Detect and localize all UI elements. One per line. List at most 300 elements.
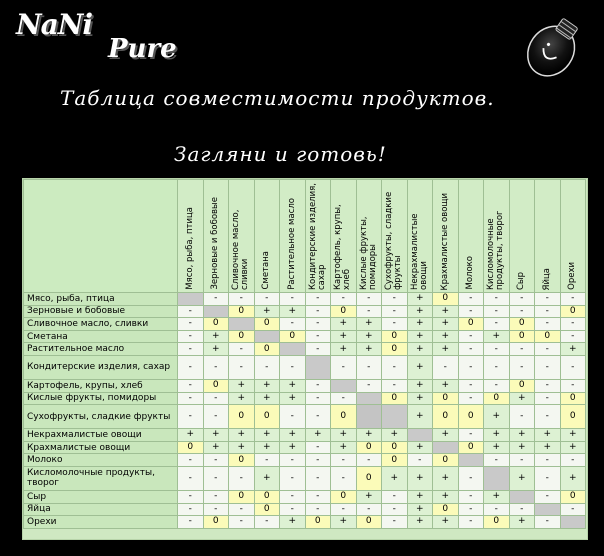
- table-cell: +: [229, 429, 255, 442]
- table-cell: -: [178, 318, 204, 331]
- table-cell: 0: [433, 503, 459, 516]
- table-cell: +: [407, 355, 433, 379]
- table-cell: 0: [560, 405, 586, 429]
- column-header-label: Крахмалистые овощи: [439, 192, 450, 290]
- table-cell: -: [254, 293, 280, 306]
- table-cell: -: [484, 379, 510, 392]
- table-cell: +: [254, 429, 280, 442]
- table-cell: 0: [458, 405, 484, 429]
- column-header: [229, 180, 255, 293]
- table-row: [24, 490, 586, 503]
- table-cell: -: [382, 516, 408, 529]
- table-cell: -: [535, 516, 561, 529]
- table-cell: 0: [560, 392, 586, 405]
- table-row: [24, 466, 586, 490]
- table-cell: [254, 330, 280, 343]
- table-cell: -: [203, 355, 229, 379]
- table-cell: -: [229, 503, 255, 516]
- table-cell: -: [484, 318, 510, 331]
- column-header-label: Кондитерские изделия, сахар: [307, 183, 327, 290]
- table-cell: 0: [178, 441, 204, 454]
- table-cell: 0: [509, 379, 535, 392]
- table-cell: -: [178, 490, 204, 503]
- table-row: [24, 405, 586, 429]
- table-cell: +: [407, 490, 433, 503]
- table-cell: +: [356, 330, 382, 343]
- table-cell: -: [509, 305, 535, 318]
- column-header: [280, 180, 306, 293]
- table-row: [24, 305, 586, 318]
- column-header: [178, 180, 204, 293]
- page-title: Таблица совместимости продуктов.: [60, 86, 495, 110]
- table-cell: +: [509, 441, 535, 454]
- table-cell: 0: [254, 318, 280, 331]
- table-cell: -: [229, 516, 255, 529]
- table-cell: +: [331, 441, 357, 454]
- table-cell: -: [382, 379, 408, 392]
- table-cell: +: [560, 343, 586, 356]
- column-header: [509, 180, 535, 293]
- table-cell: -: [305, 343, 331, 356]
- table-cell: -: [178, 516, 204, 529]
- table-cell: [331, 379, 357, 392]
- table-cell: +: [356, 343, 382, 356]
- table-cell: -: [509, 405, 535, 429]
- table-cell: -: [458, 343, 484, 356]
- table-cell: -: [535, 318, 561, 331]
- table-cell: -: [203, 454, 229, 467]
- row-label: Растительное масло: [24, 343, 178, 356]
- table-cell: +: [407, 405, 433, 429]
- column-header-label: Сыр: [516, 271, 527, 290]
- table-cell: -: [535, 466, 561, 490]
- table-cell: 0: [331, 490, 357, 503]
- row-label: Кисломолочные продукты, творог: [24, 466, 178, 490]
- column-header-label: Растительное масло: [286, 198, 297, 290]
- table-cell: -: [305, 305, 331, 318]
- table-cell: -: [560, 330, 586, 343]
- table-cell: [203, 305, 229, 318]
- table-cell: -: [509, 343, 535, 356]
- table-cell: +: [484, 429, 510, 442]
- table-cell: 0: [458, 318, 484, 331]
- table-cell: -: [535, 355, 561, 379]
- table-cell: -: [305, 293, 331, 306]
- table-cell: [484, 466, 510, 490]
- table-cell: +: [331, 516, 357, 529]
- table-cell: +: [535, 429, 561, 442]
- table-cell: -: [203, 293, 229, 306]
- table-cell: 0: [433, 392, 459, 405]
- table-cell: +: [407, 516, 433, 529]
- table-cell: 0: [254, 503, 280, 516]
- column-header-label: Молоко: [465, 256, 476, 290]
- table-cell: -: [509, 503, 535, 516]
- table-cell: +: [280, 441, 306, 454]
- table-cell: +: [433, 429, 459, 442]
- table-cell: 0: [229, 405, 255, 429]
- table-cell: +: [407, 441, 433, 454]
- table-cell: -: [535, 379, 561, 392]
- table-cell: +: [305, 429, 331, 442]
- table-cell: -: [458, 305, 484, 318]
- table-cell: -: [509, 454, 535, 467]
- table-cell: +: [535, 441, 561, 454]
- table-cell: +: [254, 305, 280, 318]
- table-cell: -: [484, 503, 510, 516]
- column-header: [458, 180, 484, 293]
- table-cell: -: [305, 503, 331, 516]
- table-cell: +: [407, 330, 433, 343]
- table-cell: 0: [254, 343, 280, 356]
- table-cell: -: [305, 441, 331, 454]
- table-cell: -: [331, 454, 357, 467]
- table-cell: 0: [229, 305, 255, 318]
- table-cell: -: [560, 355, 586, 379]
- row-label: Зерновые и бобовые: [24, 305, 178, 318]
- table-cell: -: [382, 490, 408, 503]
- table-cell: 0: [458, 441, 484, 454]
- table-cell: +: [509, 429, 535, 442]
- table-cell: -: [509, 355, 535, 379]
- table-cell: 0: [535, 330, 561, 343]
- table-cell: +: [254, 392, 280, 405]
- table-cell: -: [254, 355, 280, 379]
- table-cell: -: [178, 454, 204, 467]
- table-cell: [178, 293, 204, 306]
- table-cell: -: [203, 503, 229, 516]
- row-label: Мясо, рыба, птица: [24, 293, 178, 306]
- table-cell: -: [203, 490, 229, 503]
- table-cell: +: [509, 466, 535, 490]
- table-cell: +: [484, 490, 510, 503]
- table-cell: [382, 405, 408, 429]
- column-header-label: Сухофрукты, сладкие фрукты: [384, 191, 404, 290]
- table-cell: +: [407, 305, 433, 318]
- table-cell: [356, 405, 382, 429]
- table-cell: 0: [382, 330, 408, 343]
- table-cell: -: [305, 466, 331, 490]
- table-cell: 0: [509, 330, 535, 343]
- table-cell: +: [560, 441, 586, 454]
- table-cell: -: [484, 305, 510, 318]
- table-cell: +: [203, 441, 229, 454]
- table-cell: -: [203, 466, 229, 490]
- table-cell: +: [382, 429, 408, 442]
- table-cell: -: [535, 305, 561, 318]
- table-cell: -: [433, 355, 459, 379]
- table-cell: -: [178, 330, 204, 343]
- row-label: Кондитерские изделия, сахар: [24, 355, 178, 379]
- column-header: [382, 180, 408, 293]
- column-header-label: Картофель, крупы, хлеб: [333, 204, 353, 290]
- table-cell: -: [305, 318, 331, 331]
- table-cell: -: [305, 454, 331, 467]
- table-cell: -: [458, 503, 484, 516]
- table-cell: -: [178, 503, 204, 516]
- table-cell: -: [382, 293, 408, 306]
- table-cell: -: [356, 293, 382, 306]
- table-cell: +: [203, 429, 229, 442]
- table-cell: +: [331, 429, 357, 442]
- table-cell: -: [280, 503, 306, 516]
- column-header: [356, 180, 382, 293]
- table-cell: -: [356, 305, 382, 318]
- table-cell: +: [407, 392, 433, 405]
- table-cell: 0: [229, 454, 255, 467]
- table-cell: [356, 392, 382, 405]
- column-header: [535, 180, 561, 293]
- table-cell: -: [178, 343, 204, 356]
- table-cell: [280, 343, 306, 356]
- table-cell: 0: [331, 405, 357, 429]
- table-cell: -: [280, 405, 306, 429]
- table-cell: -: [280, 490, 306, 503]
- table-cell: -: [356, 355, 382, 379]
- column-header: [433, 180, 459, 293]
- table-row: [24, 318, 586, 331]
- table-cell: -: [535, 343, 561, 356]
- column-header-label: Орехи: [567, 262, 578, 290]
- table-cell: +: [407, 379, 433, 392]
- table-cell: -: [458, 330, 484, 343]
- row-label: Сливочное масло, сливки: [24, 318, 178, 331]
- row-label: Яйца: [24, 503, 178, 516]
- table-cell: +: [254, 441, 280, 454]
- table-cell: 0: [356, 441, 382, 454]
- table-row: [24, 503, 586, 516]
- table-cell: +: [560, 429, 586, 442]
- table-cell: +: [229, 441, 255, 454]
- table-cell: 0: [560, 305, 586, 318]
- table-cell: -: [178, 355, 204, 379]
- table-cell: -: [484, 343, 510, 356]
- table-cell: -: [484, 454, 510, 467]
- table-cell: +: [280, 305, 306, 318]
- table-row: [24, 355, 586, 379]
- table-row: [24, 379, 586, 392]
- table-cell: 0: [305, 516, 331, 529]
- table-cell: -: [382, 318, 408, 331]
- table-cell: +: [433, 490, 459, 503]
- table-row: [24, 343, 586, 356]
- row-label: Орехи: [24, 516, 178, 529]
- table-cell: 0: [254, 405, 280, 429]
- table-cell: +: [280, 516, 306, 529]
- table-cell: -: [229, 293, 255, 306]
- table-cell: +: [433, 379, 459, 392]
- table-cell: -: [305, 330, 331, 343]
- column-header-label: Некрахмалистые овощи: [409, 213, 429, 290]
- table-cell: -: [458, 429, 484, 442]
- table-cell: [229, 318, 255, 331]
- table-cell: 0: [382, 343, 408, 356]
- table-cell: -: [458, 392, 484, 405]
- table-cell: +: [203, 343, 229, 356]
- table-cell: -: [458, 379, 484, 392]
- table-cell: -: [356, 503, 382, 516]
- table-cell: +: [331, 343, 357, 356]
- table-cell: +: [484, 330, 510, 343]
- table-cell: -: [331, 355, 357, 379]
- table-cell: -: [484, 293, 510, 306]
- table-cell: -: [178, 305, 204, 318]
- table-row: [24, 293, 586, 306]
- table-cell: -: [280, 293, 306, 306]
- row-label: Картофель, крупы, хлеб: [24, 379, 178, 392]
- table-cell: -: [331, 293, 357, 306]
- table-cell: 0: [331, 305, 357, 318]
- table-cell: -: [535, 454, 561, 467]
- table-cell: -: [382, 503, 408, 516]
- table-cell: 0: [229, 330, 255, 343]
- table-cell: +: [407, 466, 433, 490]
- table-cell: -: [305, 405, 331, 429]
- column-header: [254, 180, 280, 293]
- table-row: [24, 429, 586, 442]
- table-cell: +: [356, 429, 382, 442]
- table-cell: -: [535, 293, 561, 306]
- column-header-label: Яйца: [541, 267, 552, 290]
- table-cell: -: [407, 454, 433, 467]
- column-header: [560, 180, 586, 293]
- table-cell: +: [484, 405, 510, 429]
- table-cell: +: [433, 343, 459, 356]
- table-cell: +: [433, 318, 459, 331]
- table-cell: +: [280, 379, 306, 392]
- row-label: Некрахмалистые овощи: [24, 429, 178, 442]
- table-cell: +: [433, 330, 459, 343]
- page-subtitle: Загляни и готовь!: [174, 142, 387, 166]
- table-cell: 0: [484, 392, 510, 405]
- table-cell: -: [458, 516, 484, 529]
- table-cell: +: [433, 466, 459, 490]
- row-label: Сыр: [24, 490, 178, 503]
- table-cell: 0: [560, 490, 586, 503]
- table-cell: +: [331, 330, 357, 343]
- table-cell: -: [458, 293, 484, 306]
- table-cell: 0: [382, 392, 408, 405]
- lightbulb-icon: [512, 4, 596, 90]
- table-cell: [407, 429, 433, 442]
- table-cell: +: [254, 466, 280, 490]
- column-header-label: Мясо, рыба, птица: [184, 207, 195, 290]
- table-cell: -: [305, 379, 331, 392]
- logo-text-pure: Pure: [108, 34, 177, 64]
- table-cell: 0: [382, 454, 408, 467]
- table-cell: -: [280, 355, 306, 379]
- table-cell: +: [331, 318, 357, 331]
- table-cell: -: [178, 392, 204, 405]
- table-cell: -: [229, 355, 255, 379]
- table-cell: -: [331, 466, 357, 490]
- table-cell: 0: [203, 318, 229, 331]
- table-cell: -: [535, 490, 561, 503]
- table-cell: -: [203, 392, 229, 405]
- table-cell: [458, 454, 484, 467]
- table-cell: -: [458, 490, 484, 503]
- table-cell: +: [356, 490, 382, 503]
- column-header-label: Сметана: [261, 251, 272, 290]
- table-cell: 0: [433, 454, 459, 467]
- column-header: [331, 180, 357, 293]
- column-header-label: Зерновые и бобовые: [210, 197, 221, 290]
- table-cell: +: [407, 503, 433, 516]
- table-cell: +: [407, 318, 433, 331]
- table-cell: 0: [229, 490, 255, 503]
- table-cell: 0: [203, 516, 229, 529]
- table-cell: -: [178, 466, 204, 490]
- table-cell: -: [458, 466, 484, 490]
- table-cell: -: [535, 392, 561, 405]
- table-cell: 0: [484, 516, 510, 529]
- table-cell: +: [178, 429, 204, 442]
- table-cell: 0: [433, 293, 459, 306]
- row-label: Сухофрукты, сладкие фрукты: [24, 405, 178, 429]
- table-cell: -: [305, 392, 331, 405]
- table-cell: +: [509, 516, 535, 529]
- table-cell: -: [560, 318, 586, 331]
- table-cell: -: [331, 503, 357, 516]
- table-row: [24, 516, 586, 529]
- table-cell: 0: [254, 490, 280, 503]
- column-header-label: Сливочное масло, сливки: [231, 209, 251, 290]
- table-cell: 0: [280, 330, 306, 343]
- row-label: Кислые фрукты, помидоры: [24, 392, 178, 405]
- column-header-label: Кислые фрукты, помидоры: [358, 216, 378, 290]
- table-cell: -: [178, 379, 204, 392]
- table-cell: 0: [203, 379, 229, 392]
- table-cell: +: [203, 330, 229, 343]
- table-cell: +: [280, 392, 306, 405]
- compatibility-table: [23, 179, 586, 529]
- column-header-label: Кисломолочные продукты, творог: [486, 210, 506, 290]
- table-cell: -: [229, 466, 255, 490]
- table-cell: +: [382, 466, 408, 490]
- table-cell: -: [254, 516, 280, 529]
- column-header: [203, 180, 229, 293]
- table-cell: -: [178, 405, 204, 429]
- table-cell: -: [382, 355, 408, 379]
- table-cell: -: [509, 293, 535, 306]
- table-cell: +: [254, 379, 280, 392]
- table-cell: -: [458, 355, 484, 379]
- table-cell: +: [356, 318, 382, 331]
- compatibility-table-container: [22, 178, 588, 540]
- table-cell: -: [356, 379, 382, 392]
- logo-text-nani: NaNi: [16, 8, 92, 41]
- table-cell: +: [433, 516, 459, 529]
- table-cell: -: [560, 379, 586, 392]
- table-cell: [535, 503, 561, 516]
- table-cell: +: [407, 343, 433, 356]
- table-cell: -: [254, 454, 280, 467]
- table-row: [24, 441, 586, 454]
- table-cell: -: [280, 318, 306, 331]
- row-label: Сметана: [24, 330, 178, 343]
- table-cell: -: [382, 305, 408, 318]
- table-cell: -: [356, 454, 382, 467]
- table-cell: 0: [509, 318, 535, 331]
- table-cell: -: [280, 454, 306, 467]
- table-cell: +: [484, 441, 510, 454]
- table-cell: 0: [382, 441, 408, 454]
- column-header: [407, 180, 433, 293]
- table-cell: +: [433, 305, 459, 318]
- table-cell: 0: [356, 516, 382, 529]
- table-cell: +: [229, 379, 255, 392]
- table-cell: [509, 490, 535, 503]
